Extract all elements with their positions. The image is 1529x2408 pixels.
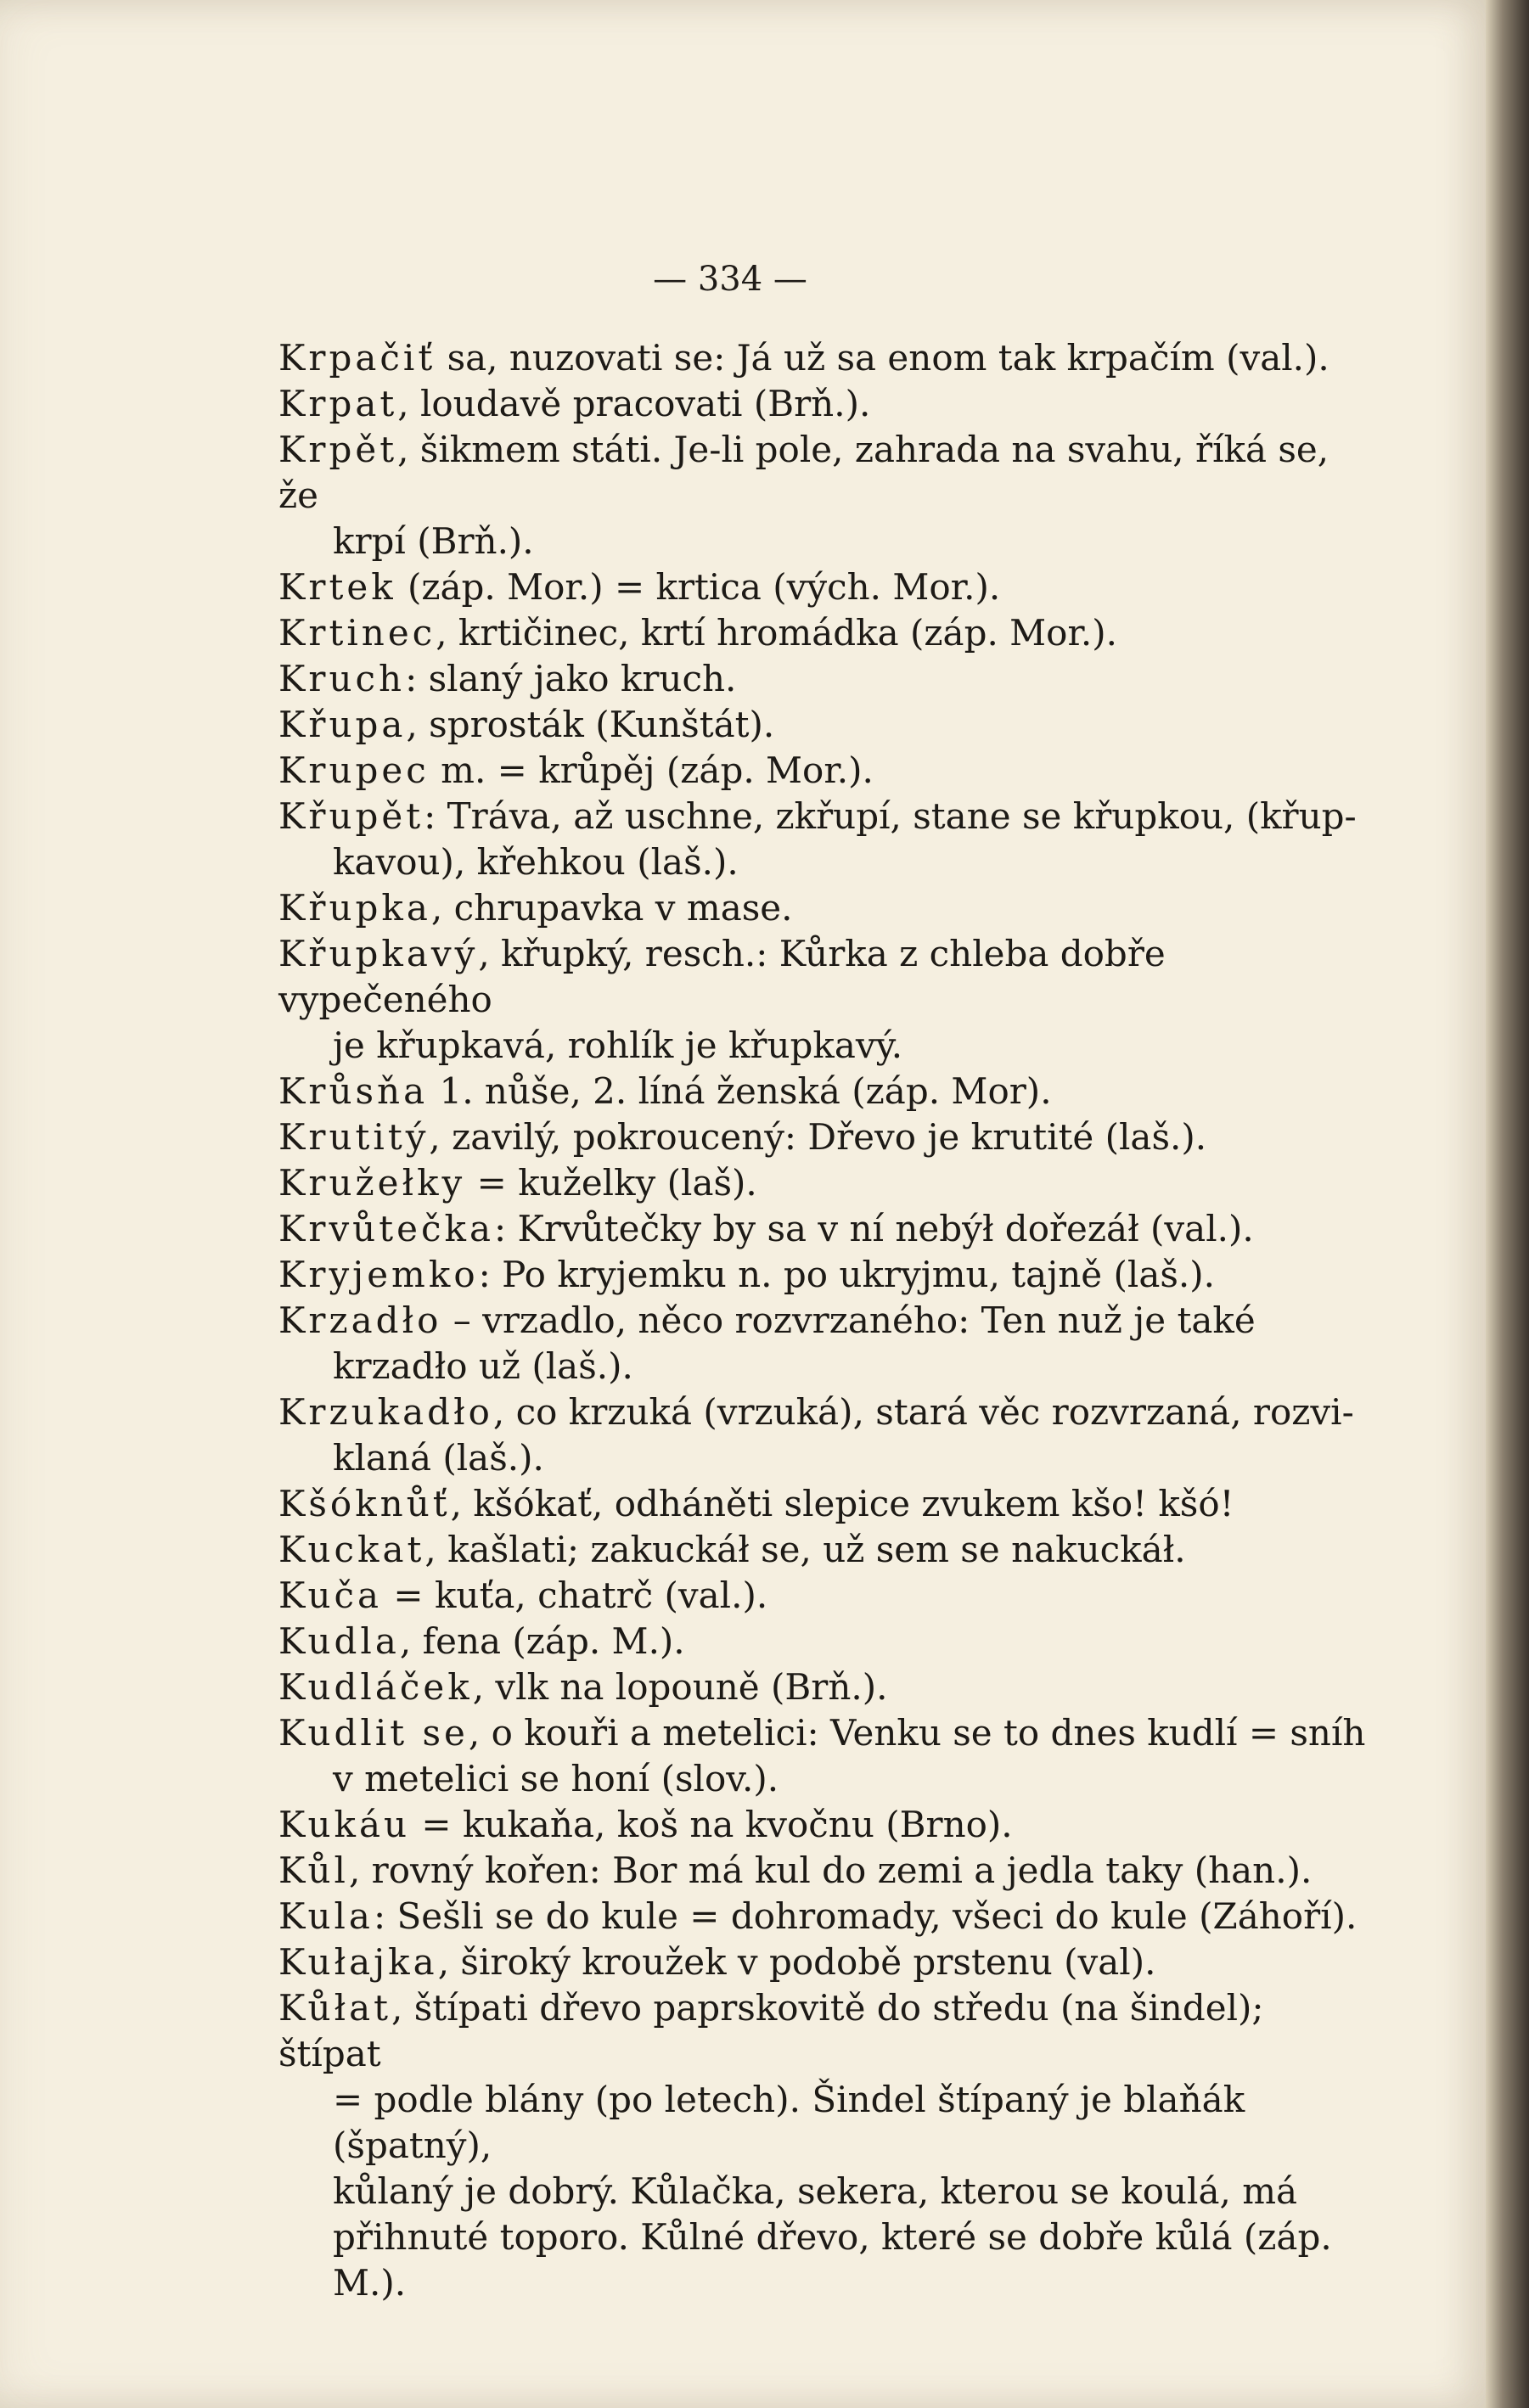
dictionary-entry <box>278 1252 1374 1298</box>
dictionary-entry <box>278 1573 1374 1619</box>
entry-definition: : slaný jako kruch. <box>405 658 737 699</box>
entry-first-line <box>278 429 1329 516</box>
entry-headword: Krvůtečka <box>278 1208 494 1249</box>
entry-continuation: v metelici se honí (slov.). <box>333 1758 779 1799</box>
entry-definition: , chrupavka v mase. <box>430 887 793 929</box>
dictionary-entry <box>278 1069 1374 1114</box>
dictionary-entry <box>278 748 1374 794</box>
entry-headword: Křupa <box>278 704 407 745</box>
entry-definition: , vlk na lopouně (Brň.). <box>472 1666 888 1708</box>
entry-first-line <box>278 1941 1155 1983</box>
entry-definition: = kuželky (laš). <box>465 1162 757 1204</box>
entry-definition: , rovný kořen: Bor má kul do zemi a jedla taky (han.). <box>348 1850 1313 1891</box>
entry-headword: Kůłat <box>278 1987 392 2029</box>
entry-first-line <box>278 1391 1354 1433</box>
entry-definition: – vrzadlo, něco rozvrzaného: Ten nuž je také <box>441 1299 1256 1341</box>
entry-continuation: je křupkavá, rohlík je křupkavý. <box>333 1024 903 1066</box>
entry-first-line <box>278 1620 685 1662</box>
dictionary-entry <box>278 1939 1374 1985</box>
entry-first-line <box>278 749 874 791</box>
dictionary-entry <box>278 335 1374 381</box>
entry-continuation: = podle blány (po letech). Šindel štípaný je blaňák (špatný), <box>333 2079 1245 2166</box>
entry-definition: , fena (záp. M.). <box>399 1620 685 1662</box>
entry-headword: Krpačiť <box>278 337 436 379</box>
entry-headword: Kružełky <box>278 1162 466 1204</box>
dictionary-entry <box>278 1848 1374 1894</box>
entry-headword: Kudláček <box>278 1666 473 1708</box>
entry-definition: , kšókať, odháněti slepice zvukem kšo! kšó! <box>450 1483 1234 1524</box>
dictionary-entry <box>278 1619 1374 1664</box>
entry-headword: Krtek <box>278 566 396 608</box>
entry-first-line <box>278 337 1329 379</box>
entry-headword: Kukáu <box>278 1804 411 1845</box>
dictionary-entry <box>278 794 1374 885</box>
entry-first-line <box>278 1070 1052 1112</box>
entry-first-line <box>278 1162 757 1204</box>
entry-first-line <box>278 1850 1312 1891</box>
dictionary-entry <box>278 931 1374 1069</box>
entry-first-line <box>278 887 793 929</box>
entry-headword: Krutitý <box>278 1116 430 1158</box>
entry-continuation: krzadło už (laš.). <box>333 1345 633 1387</box>
dictionary-entry <box>278 1802 1374 1848</box>
entry-definition: sa, nuzovati se: Já už sa enom tak krpačím (val.). <box>436 337 1329 379</box>
entry-definition: m. = krůpěj (záp. Mor.). <box>429 749 874 791</box>
entry-definition: = kukaňa, koš na kvočnu (Brno). <box>410 1804 1013 1845</box>
page-edge <box>1486 0 1529 2408</box>
entry-definition: , loudavě pracovati (Brň.). <box>397 383 871 424</box>
entry-headword: Krtinec <box>278 612 436 654</box>
dictionary-entry <box>278 1894 1374 1939</box>
dictionary-entry <box>278 1481 1374 1527</box>
dictionary-entry <box>278 381 1374 427</box>
dictionary-entry <box>278 1298 1374 1389</box>
entry-first-line <box>278 704 774 745</box>
entry-first-line <box>278 1987 1264 2074</box>
entry-first-line <box>278 612 1117 654</box>
entry-definition: : Tráva, až uschne, zkřupí, stane se křupkou, (křup- <box>424 795 1357 837</box>
entry-definition: , co krzuká (vrzuká), stará věc rozvrzaná, rozvi- <box>492 1391 1354 1433</box>
entry-first-line <box>278 1299 1256 1341</box>
entry-first-line <box>278 1483 1234 1524</box>
entry-headword: Kula <box>278 1895 374 1937</box>
entry-definition: : Sešli se do kule = dohromady, všeci do kule (Záhoří). <box>373 1895 1358 1937</box>
dictionary-entry <box>278 1664 1374 1710</box>
dictionary-entry <box>278 1527 1374 1573</box>
entry-definition: , křupký, resch.: Kůrka z chleba dobře vypečeného <box>278 933 1166 1020</box>
entry-headword: Kůl <box>278 1850 349 1891</box>
entry-first-line <box>278 383 870 424</box>
entry-headword: Křupkavý <box>278 933 479 974</box>
entry-definition: , široký kroužek v podobě prstenu (val). <box>437 1941 1156 1983</box>
entry-headword: Krpat <box>278 383 398 424</box>
entry-continuation: přihnuté toporo. Kůlné dřevo, které se dobře kůlá (záp. M.). <box>333 2216 1332 2304</box>
entry-first-line <box>278 1804 1013 1845</box>
entry-continuation: krpí (Brň.). <box>333 520 534 562</box>
entry-definition: , krtičinec, krtí hromádka (záp. Mor.). <box>436 612 1118 654</box>
page-number: — 334 — <box>653 260 807 299</box>
entry-headword: Křupět <box>278 795 424 837</box>
entry-headword: Kryjemko <box>278 1254 479 1295</box>
entry-first-line <box>278 1116 1206 1158</box>
dictionary-entry <box>278 1206 1374 1252</box>
dictionary-entry <box>278 1710 1374 1802</box>
entry-headword: Kšóknůť <box>278 1483 451 1524</box>
dictionary-entry <box>278 702 1374 748</box>
entry-first-line <box>278 1712 1365 1754</box>
dictionary-entry <box>278 610 1374 656</box>
entry-headword: Kudlit se <box>278 1712 469 1754</box>
entry-headword: Krzukadło <box>278 1391 493 1433</box>
entry-definition: , o kouři a metelici: Venku se to dnes kudlí = sníh <box>468 1712 1366 1754</box>
entry-definition: , kašlati; zakuckáł se, už sem se nakuckáł. <box>424 1529 1186 1570</box>
entry-first-line <box>278 1529 1186 1570</box>
dictionary-entry <box>278 656 1374 702</box>
dictionary-entry <box>278 1160 1374 1206</box>
dictionary-entry <box>278 427 1374 564</box>
entry-definition: , štípati dřevo paprskovitě do středu (na šindel); štípat <box>278 1987 1264 2074</box>
dictionary-entry <box>278 1985 1374 2306</box>
entry-headword: Kudla <box>278 1620 400 1662</box>
entry-first-line <box>278 1895 1357 1937</box>
entry-definition: : Krvůtečky by sa v ní nebýł dořezáł (val.). <box>493 1208 1254 1249</box>
dictionary-entry <box>278 885 1374 931</box>
entry-headword: Kuckat <box>278 1529 425 1570</box>
entry-first-line <box>278 658 736 699</box>
entry-first-line <box>278 1254 1215 1295</box>
entry-headword: Krůsňa <box>278 1070 429 1112</box>
entry-continuation: klaná (laš.). <box>333 1437 544 1479</box>
entry-definition: (záp. Mor.) = krtica (vých. Mor.). <box>396 566 1001 608</box>
entry-headword: Kuča <box>278 1574 383 1616</box>
entry-definition: : Po kryjemku n. po ukryjmu, tajně (laš.). <box>478 1254 1216 1295</box>
entry-first-line <box>278 795 1357 837</box>
entry-headword: Křupka <box>278 887 431 929</box>
entry-definition: 1. nůše, 2. líná ženská (záp. Mor). <box>428 1070 1052 1112</box>
entry-definition: , sprosták (Kunštát). <box>406 704 775 745</box>
dictionary-entry <box>278 564 1374 610</box>
entry-continuation: kavou), křehkou (laš.). <box>333 841 739 883</box>
entry-definition: = kuťa, chatrč (val.). <box>382 1574 768 1616</box>
entry-headword: Kułajka <box>278 1941 438 1983</box>
entry-first-line <box>278 933 1166 1020</box>
entry-definition: , šikmem státi. Je-li pole, zahrada na svahu, říká se, že <box>278 429 1329 516</box>
entry-first-line <box>278 1208 1254 1249</box>
entry-headword: Kruch <box>278 658 406 699</box>
entry-definition: , zavilý, pokroucený: Dřevo je krutité (laš.). <box>429 1116 1207 1158</box>
entry-first-line <box>278 566 1000 608</box>
dictionary-entries <box>278 335 1374 2306</box>
entry-headword: Krupec <box>278 749 430 791</box>
entry-first-line <box>278 1574 767 1616</box>
entry-headword: Krpět <box>278 429 398 470</box>
dictionary-entry <box>278 1389 1374 1481</box>
entry-headword: Krzadło <box>278 1299 442 1341</box>
entry-first-line <box>278 1666 887 1708</box>
dictionary-entry <box>278 1114 1374 1160</box>
entry-continuation: kůlaný je dobrý. Kůlačka, sekera, kterou se koulá, má <box>333 2170 1298 2212</box>
